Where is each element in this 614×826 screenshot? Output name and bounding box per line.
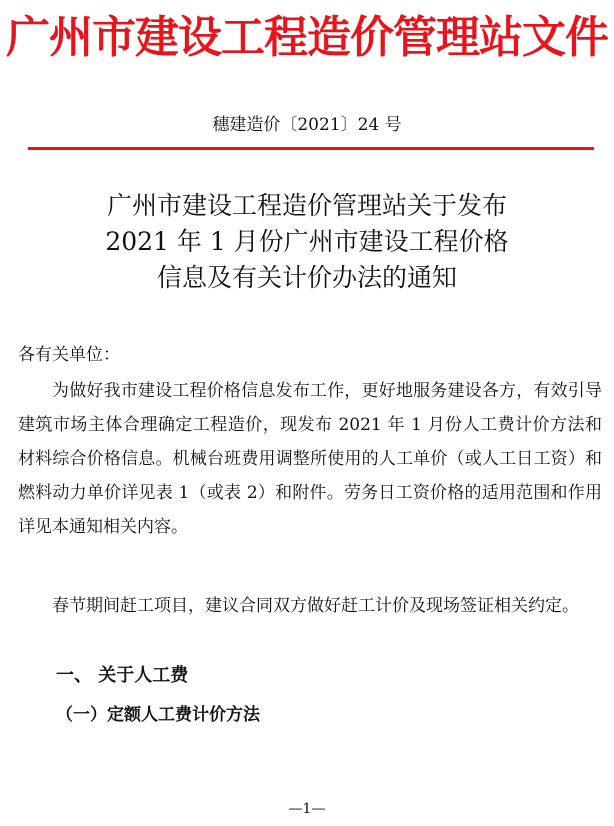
body-paragraph-1: 为做好我市建设工程价格信息发布工作，更好地服务建设各方，有效引导建筑市场主体合理确定工程造价，现发布 2021 年 1 月份人工费计价方法和材料综合价格信息。机械台班费用调整所使用的人工单价（或人工日工资）和燃料动力单价详见表 1（或表 2）和附件。劳务日工资价格的适用范围和作用详见本通知相关内容。 xyxy=(18,381,602,537)
document-number: 穗建造价〔2021〕24 号 xyxy=(212,115,402,135)
salutation: 各有关单位： xyxy=(18,345,120,365)
subsection-heading-quota-labor: （一）定额人工费计价方法 xyxy=(56,705,260,725)
body-paragraph-2: 春节期间赶工项目，建议合同双方做好赶工计价及现场签证相关约定。 xyxy=(52,596,579,616)
issuer-header-title: 广州市建设工程造价管理站文件 xyxy=(6,12,608,63)
notice-title-line-3: 信息及有关计价办法的通知 xyxy=(156,263,457,292)
red-separator-rule xyxy=(28,147,594,150)
notice-title-line-2: 2021 年 1 月份广州市建设工程价格 xyxy=(105,227,509,256)
notice-title-line-1: 广州市建设工程造价管理站关于发布 xyxy=(106,191,507,220)
page-number: —1— xyxy=(288,801,326,817)
notice-title xyxy=(0,188,614,296)
section-heading-labor-cost: 一、 关于人工费 xyxy=(56,665,189,686)
